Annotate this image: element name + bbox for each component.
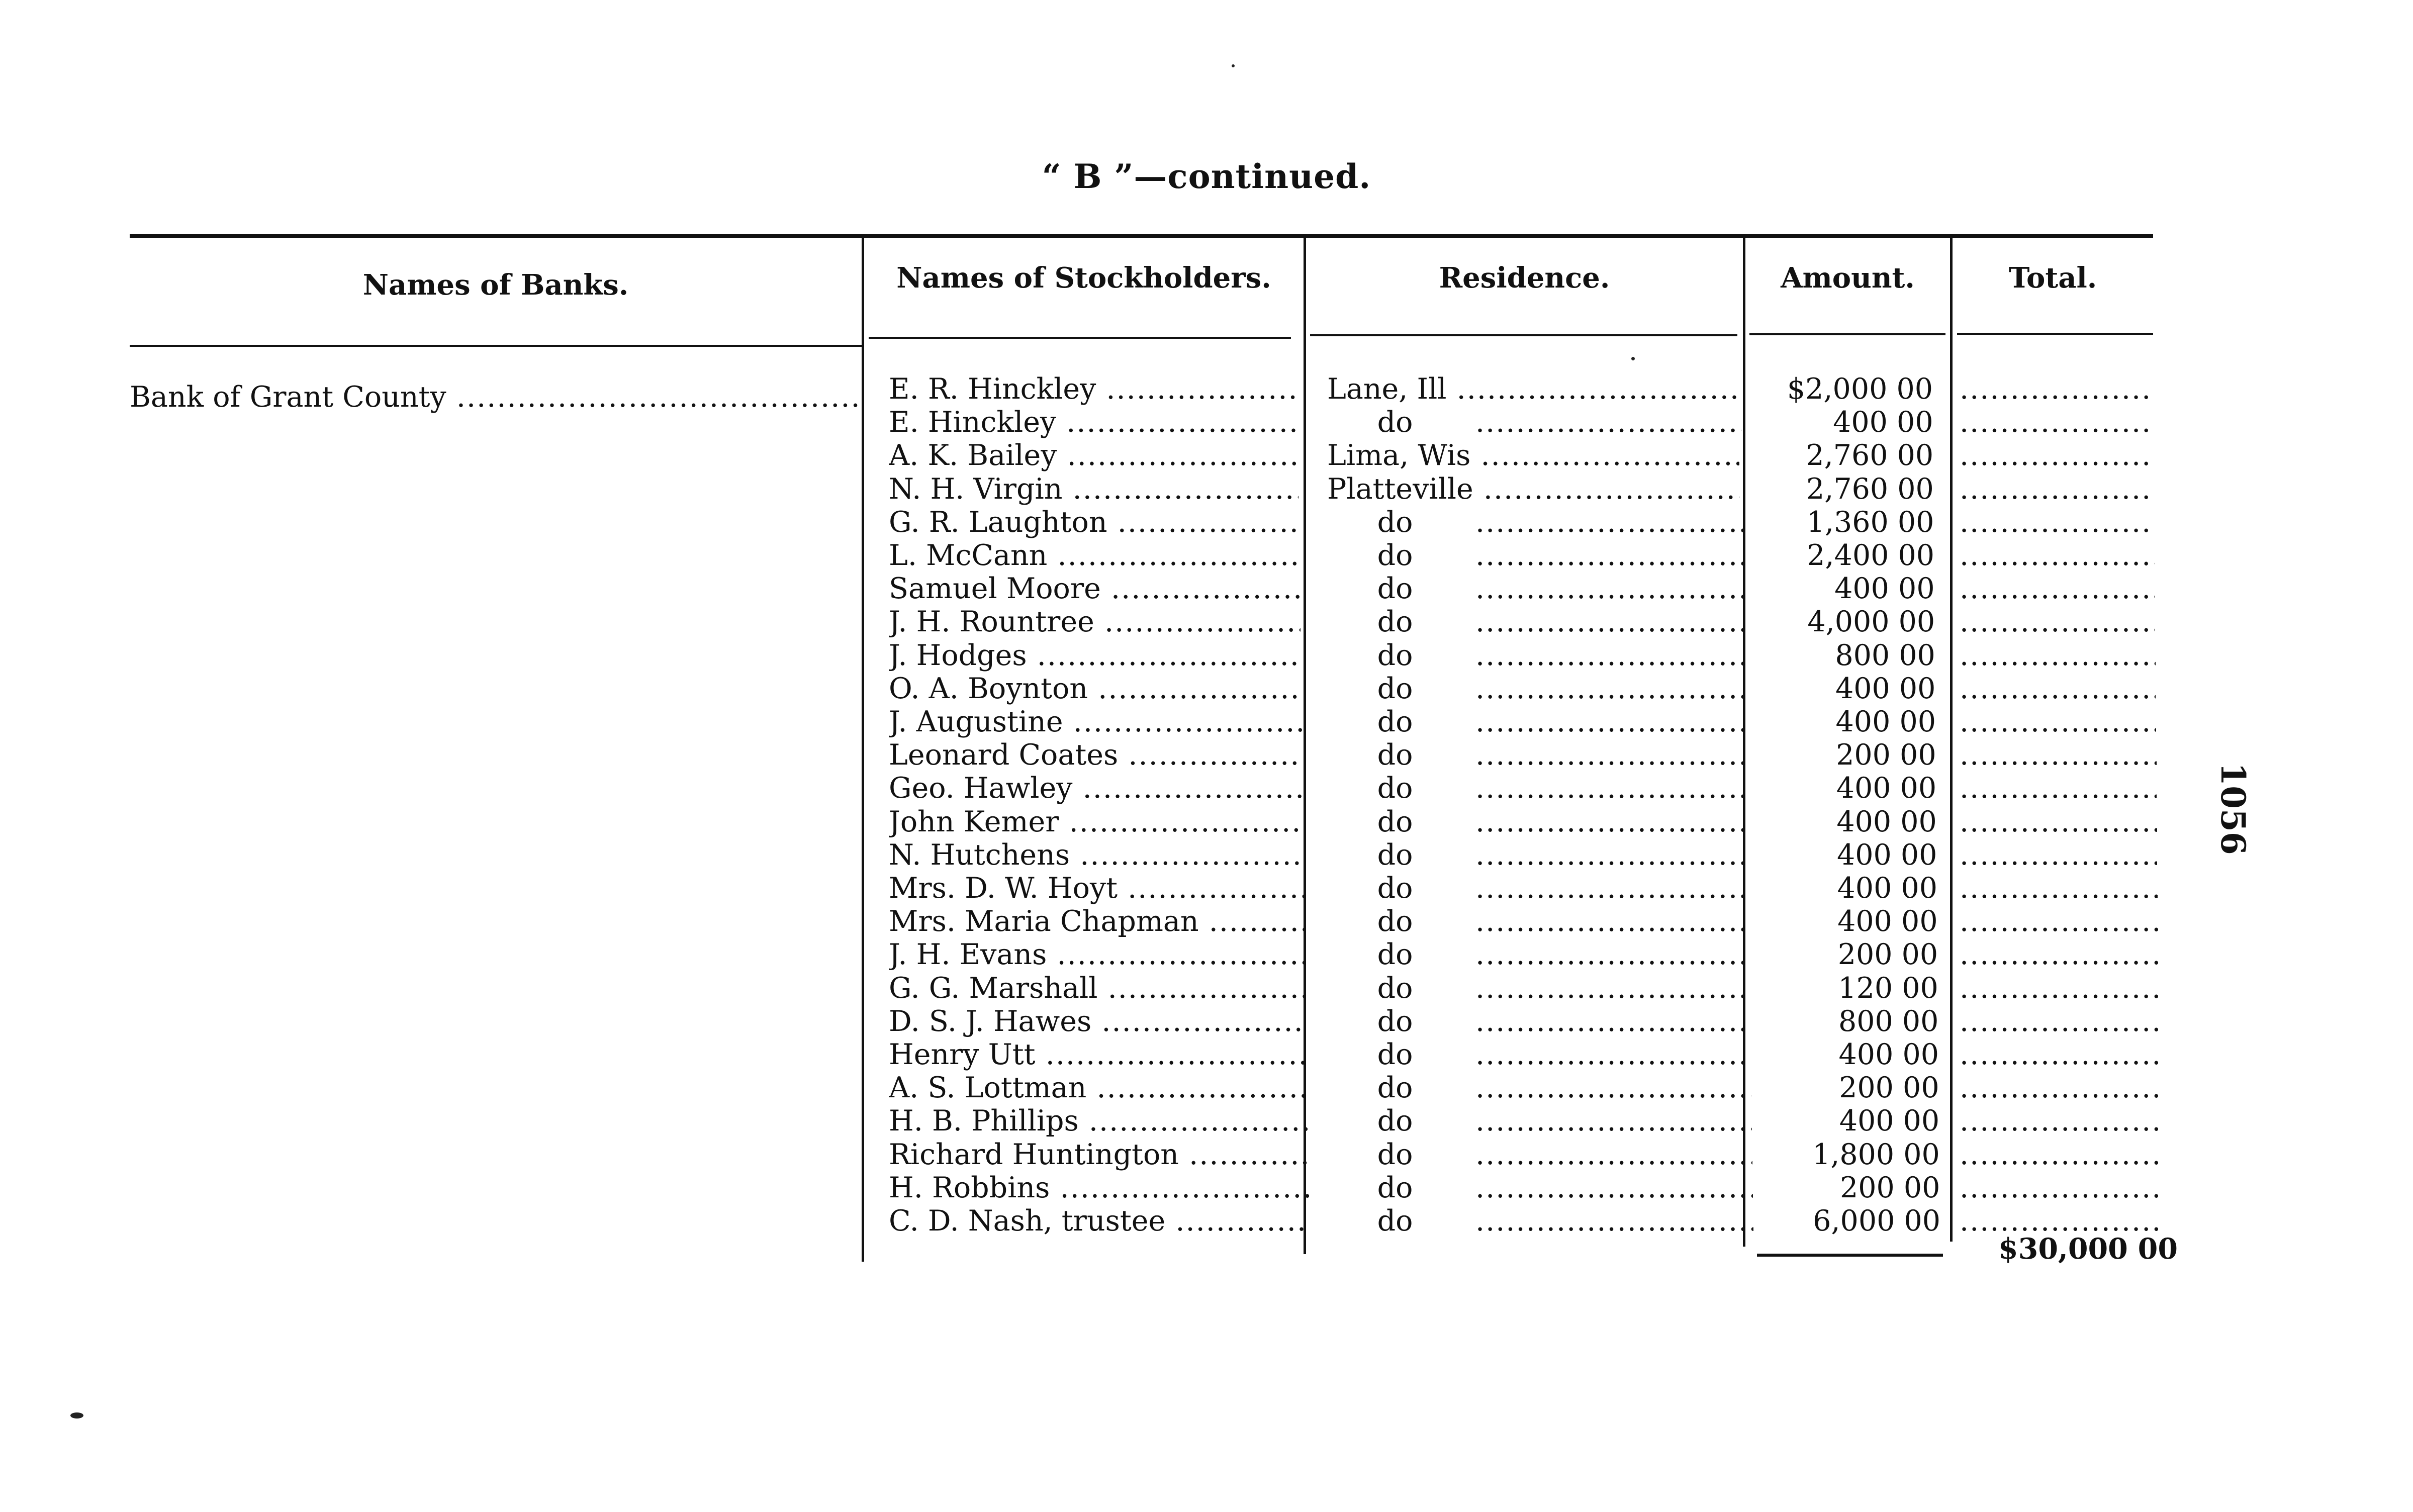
leader-dots <box>1475 705 1746 739</box>
header-underline-stockholders <box>869 337 1291 339</box>
stockholder-name: H. B. Phillips ..... <box>889 1104 1308 1138</box>
leader-dots <box>1475 1204 1753 1238</box>
header-underline-residence <box>1310 334 1737 336</box>
stockholder-amount: 400 00 <box>1834 572 1935 605</box>
leader-dots <box>1475 738 1746 772</box>
stockholder-amount: 400 00 <box>1833 406 1933 439</box>
stockholder-amount: 400 00 <box>1836 805 1937 838</box>
ink-speck <box>1631 357 1635 360</box>
stockholder-amount: 400 00 <box>1837 872 1937 905</box>
total-leader-dots <box>1960 1071 2160 1105</box>
header-underline-amount <box>1749 333 1945 335</box>
header-stockholders: Names of Stockholders. <box>896 261 1271 295</box>
stockholder-residence: do <box>1377 905 1413 938</box>
bank-name: Bank of Grant County ..... <box>130 380 859 414</box>
stockholder-amount: 400 00 <box>1835 705 1936 738</box>
total-leader-dots <box>1960 505 2154 539</box>
leader-dots <box>1475 1138 1752 1172</box>
stockholder-amount: 120 00 <box>1838 972 1938 1005</box>
stockholder-amount: 800 00 <box>1835 639 1935 672</box>
total-leader-dots <box>1960 937 2158 972</box>
stockholder-amount: 2,400 00 <box>1807 539 1934 572</box>
total-leader-dots <box>1960 472 2154 506</box>
stockholder-name: J. H. Rountree ..... <box>889 605 1301 639</box>
leader-dots <box>1475 572 1744 606</box>
leader-dots <box>1475 405 1741 439</box>
stockholder-amount: 200 00 <box>1839 1171 1940 1204</box>
stockholder-residence: do <box>1377 506 1413 539</box>
stockholder-residence: do <box>1377 672 1413 705</box>
total-leader-dots <box>1960 771 2157 805</box>
leader-dots <box>1475 838 1748 872</box>
column-divider-1 <box>862 236 864 1262</box>
page-number: 1056 <box>2213 763 2253 855</box>
leader-dots <box>1475 1171 1753 1205</box>
leader-dots <box>1475 1104 1752 1138</box>
stockholder-residence: do <box>1377 1005 1413 1038</box>
stockholder-residence: do <box>1377 1071 1413 1104</box>
stockholder-amount: 800 00 <box>1838 1005 1939 1038</box>
stockholder-residence: Lima, Wis ..... <box>1327 438 1739 472</box>
stockholder-amount: 200 00 <box>1837 938 1938 971</box>
stockholder-amount: 400 00 <box>1836 772 1937 805</box>
stockholder-residence: Lane, Ill ..... <box>1327 372 1739 406</box>
stockholder-name: G. R. Laughton ..... <box>889 505 1299 539</box>
stockholder-amount: 2,760 00 <box>1806 439 1934 472</box>
stockholder-residence: do <box>1377 539 1413 572</box>
total-leader-dots <box>1960 605 2155 639</box>
stockholder-residence: do <box>1377 1204 1413 1238</box>
page-title: “ B ”—continued. <box>1042 157 1371 196</box>
total-leader-dots <box>1960 405 2154 439</box>
stockholder-name: Richard Huntington ..... <box>889 1138 1309 1172</box>
stockholder-residence: do <box>1377 1104 1413 1138</box>
total-leader-dots <box>1960 805 2157 839</box>
total-leader-dots <box>1960 904 2158 938</box>
stockholder-residence: do <box>1377 805 1413 838</box>
leader-dots <box>1475 672 1745 706</box>
total-leader-dots <box>1960 1171 2160 1205</box>
stockholder-residence: do <box>1377 1171 1413 1204</box>
stockholder-residence: do <box>1377 705 1413 738</box>
stockholder-amount: 200 00 <box>1836 738 1936 772</box>
stockholder-name: Henry Utt ..... <box>889 1037 1307 1072</box>
leader-dots <box>1475 771 1747 805</box>
stockholder-name: G. G. Marshall ..... <box>889 971 1306 1005</box>
total-leader-dots <box>1960 1004 2159 1038</box>
grand-total: $30,000 00 <box>1998 1232 2178 1266</box>
stockholder-residence: do <box>1377 639 1413 672</box>
stockholder-residence: do <box>1377 838 1413 872</box>
stockholder-name: A. S. Lottman ..... <box>889 1071 1308 1105</box>
total-leader-dots <box>1960 705 2156 739</box>
stockholder-amount: 2,760 00 <box>1806 472 1934 506</box>
stockholder-name: L. McCann ..... <box>889 538 1300 573</box>
stockholder-name: Samuel Moore ..... <box>889 572 1300 606</box>
header-residence: Residence. <box>1439 261 1610 295</box>
header-total: Total. <box>2008 261 2097 295</box>
stockholder-amount: $2,000 00 <box>1787 372 1933 406</box>
leader-dots <box>1475 1004 1750 1038</box>
header-underline-banks <box>130 345 862 347</box>
leader-dots <box>1475 538 1743 573</box>
leader-dots <box>1475 505 1743 539</box>
stockholder-name: Mrs. D. W. Hoyt ..... <box>889 871 1305 905</box>
total-leader-dots <box>1960 372 2153 406</box>
stockholder-residence: do <box>1377 738 1413 772</box>
stockholder-name: J. Hodges ..... <box>889 638 1301 673</box>
stockholder-residence: do <box>1377 972 1413 1005</box>
leader-dots <box>1475 904 1749 938</box>
amount-sum-rule <box>1757 1254 1943 1257</box>
stockholder-name: C. D. Nash, trustee ..... <box>889 1204 1310 1238</box>
total-leader-dots <box>1960 1104 2160 1138</box>
stockholder-residence: do <box>1377 1038 1413 1071</box>
stockholder-name: N. Hutchens ..... <box>889 838 1304 872</box>
total-leader-dots <box>1960 572 2155 606</box>
leader-dots <box>1475 1071 1751 1105</box>
column-divider-4 <box>1950 236 1953 1242</box>
total-leader-dots <box>1960 638 2156 673</box>
stockholder-amount: 200 00 <box>1839 1071 1939 1104</box>
header-amount: Amount. <box>1781 261 1915 295</box>
total-leader-dots <box>1960 871 2158 905</box>
stockholder-name: Leonard Coates ..... <box>889 738 1303 772</box>
stockholder-amount: 400 00 <box>1836 838 1937 872</box>
leader-dots <box>1475 871 1748 905</box>
ink-speck <box>1232 64 1235 67</box>
stockholder-residence: do <box>1377 938 1413 971</box>
stockholder-amount: 400 00 <box>1835 672 1936 705</box>
total-leader-dots <box>1960 538 2155 573</box>
stockholder-residence: do <box>1377 605 1413 638</box>
total-leader-dots <box>1960 838 2157 872</box>
stockholder-amount: 400 00 <box>1839 1104 1940 1138</box>
stockholder-name: J. H. Evans ..... <box>889 937 1306 972</box>
leader-dots <box>1475 971 1750 1005</box>
stockholder-name: Mrs. Maria Chapman ..... <box>889 904 1305 938</box>
table-top-rule <box>130 234 2153 238</box>
stockholder-residence: do <box>1377 572 1413 605</box>
stockholder-amount: 400 00 <box>1838 1038 1939 1071</box>
stockholder-name: D. S. J. Hawes ..... <box>889 1004 1307 1038</box>
stockholder-amount: 1,360 00 <box>1806 506 1934 539</box>
leader-dots <box>1475 805 1747 839</box>
ink-speck <box>70 1412 83 1419</box>
stockholder-residence: do <box>1377 406 1413 439</box>
stockholder-name: E. R. Hinckley ..... <box>889 372 1297 406</box>
stockholder-residence: Platteville ..... <box>1327 472 1739 506</box>
total-leader-dots <box>1960 438 2154 472</box>
total-leader-dots <box>1960 738 2157 772</box>
header-underline-total <box>1957 333 2153 335</box>
stockholder-name: Geo. Hawley ..... <box>889 771 1303 805</box>
total-leader-dots <box>1960 672 2156 706</box>
stockholder-name: John Kemer ..... <box>889 805 1304 839</box>
stockholder-name: O. A. Boynton ..... <box>889 672 1302 706</box>
leader-dots <box>1475 638 1745 673</box>
stockholder-name: J. Augustine ..... <box>889 705 1302 739</box>
stockholder-name: A. K. Bailey ..... <box>889 438 1298 472</box>
stockholder-residence: do <box>1377 772 1413 805</box>
header-banks: Names of Banks. <box>362 268 629 302</box>
leader-dots <box>1475 1037 1751 1072</box>
stockholder-amount: 400 00 <box>1837 905 1938 938</box>
stockholder-amount: 1,800 00 <box>1812 1138 1940 1171</box>
leader-dots <box>1475 937 1749 972</box>
total-leader-dots <box>1960 1037 2159 1072</box>
total-leader-dots <box>1960 971 2159 1005</box>
stockholder-name: E. Hinckley ..... <box>889 405 1297 439</box>
stockholder-name: H. Robbins ..... <box>889 1171 1309 1205</box>
stockholder-name: N. H. Virgin ..... <box>889 472 1298 506</box>
stockholder-residence: do <box>1377 1138 1413 1171</box>
total-leader-dots <box>1960 1138 2160 1172</box>
leader-dots <box>1475 605 1744 639</box>
stockholder-residence: do <box>1377 872 1413 905</box>
stockholder-amount: 4,000 00 <box>1807 605 1935 638</box>
stockholder-amount: 6,000 00 <box>1813 1204 1940 1238</box>
